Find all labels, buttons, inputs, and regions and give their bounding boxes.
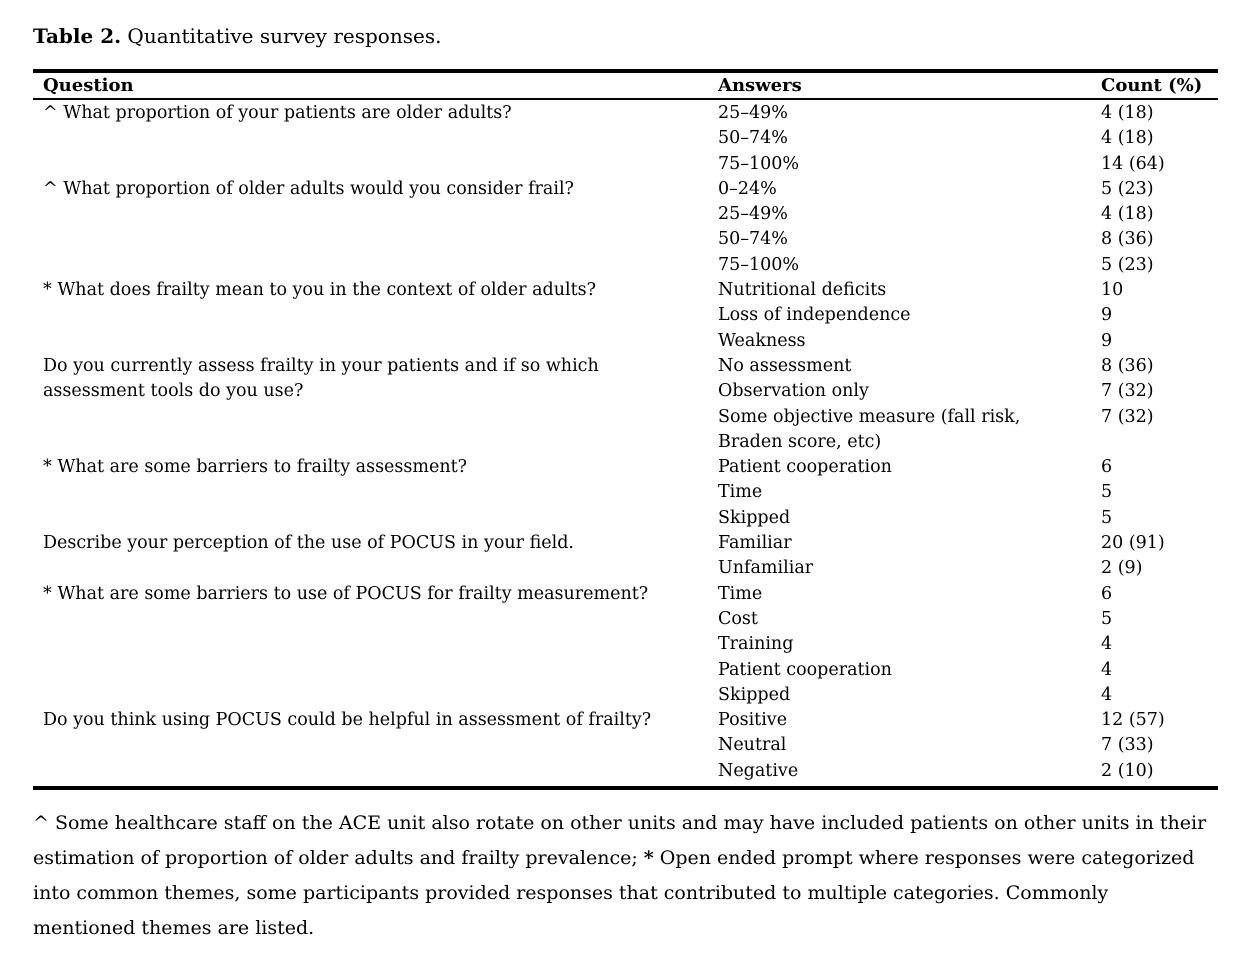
answer-row bbox=[718, 227, 1218, 252]
answer-row bbox=[718, 531, 1218, 556]
answer-row bbox=[718, 658, 1218, 683]
count-text: 9 bbox=[1101, 305, 1113, 326]
table-caption bbox=[33, 24, 1218, 49]
answer-text: Some objective measure (fall risk, Braden score, etc) bbox=[718, 406, 1021, 452]
answers-rows bbox=[718, 278, 1218, 354]
table-bottom-rule bbox=[33, 786, 1218, 790]
answer-text: Negative bbox=[718, 760, 799, 781]
count-text: 5 bbox=[1101, 608, 1113, 629]
answers-rows bbox=[718, 531, 1218, 582]
answer-text: Patient cooperation bbox=[718, 457, 892, 478]
answer-row bbox=[718, 379, 1218, 404]
count-text: 5 bbox=[1101, 507, 1113, 528]
answer-text: Weakness bbox=[718, 330, 806, 351]
column-header-count: Count (%) bbox=[1101, 75, 1203, 96]
answers-rows bbox=[718, 582, 1218, 708]
answer-row bbox=[718, 303, 1218, 328]
answer-text: 25–49% bbox=[718, 103, 788, 123]
count-text: 7 (32) bbox=[1101, 381, 1154, 402]
answer-row bbox=[718, 582, 1218, 607]
answer-text: 25–49% bbox=[718, 204, 788, 225]
count-text: 6 bbox=[1101, 457, 1113, 478]
answers-rows bbox=[718, 177, 1218, 278]
answer-row bbox=[718, 607, 1218, 632]
answers-rows bbox=[718, 354, 1218, 455]
count-text: 8 (36) bbox=[1101, 355, 1154, 376]
question-cell: * What does frailty mean to you in the context of older adults? bbox=[43, 280, 597, 301]
count-text: 7 (32) bbox=[1101, 406, 1154, 427]
table-caption-label: Table 2. bbox=[33, 24, 122, 48]
answer-text: Cost bbox=[718, 608, 758, 629]
count-text: 6 bbox=[1101, 583, 1113, 604]
answer-text: Training bbox=[718, 634, 794, 655]
column-header-question: Question bbox=[43, 75, 134, 96]
count-text: 10 bbox=[1101, 280, 1124, 301]
count-text: 4 bbox=[1101, 634, 1113, 655]
answer-text: 75–100% bbox=[718, 254, 800, 275]
answer-row bbox=[718, 556, 1218, 581]
footnote-asterisk: * bbox=[643, 847, 654, 870]
answer-text: Unfamiliar bbox=[718, 558, 814, 579]
table-row-group bbox=[33, 455, 1218, 531]
table-row-group bbox=[33, 708, 1218, 784]
answer-text: Skipped bbox=[718, 507, 791, 528]
count-text: 4 (18) bbox=[1101, 204, 1154, 225]
answer-text: Observation only bbox=[718, 381, 869, 402]
answer-row bbox=[718, 480, 1218, 505]
answer-row bbox=[718, 455, 1218, 480]
answer-row bbox=[718, 632, 1218, 657]
table-container bbox=[33, 0, 1218, 946]
count-text: 2 (9) bbox=[1101, 558, 1143, 579]
answer-text: Time bbox=[718, 583, 763, 604]
answer-text: Time bbox=[718, 482, 763, 503]
answer-row bbox=[718, 506, 1218, 531]
answer-row bbox=[718, 177, 1218, 202]
table-row-group bbox=[33, 177, 1218, 278]
answer-row bbox=[718, 683, 1218, 708]
question-cell: * What are some barriers to use of POCUS for frailty measurement? bbox=[43, 583, 649, 604]
count-text: 4 bbox=[1101, 684, 1113, 705]
table-row-group bbox=[33, 354, 1218, 455]
answer-row bbox=[718, 708, 1218, 733]
answer-text: Neutral bbox=[718, 735, 787, 756]
count-text: 4 (18) bbox=[1101, 128, 1154, 149]
answer-text: 75–100% bbox=[718, 153, 800, 174]
count-text: 12 (57) bbox=[1101, 710, 1165, 731]
count-text: 8 (36) bbox=[1101, 229, 1154, 250]
answer-row bbox=[718, 759, 1218, 784]
count-text: 20 (91) bbox=[1101, 533, 1165, 554]
answer-text: 50–74% bbox=[718, 229, 788, 250]
answers-rows bbox=[718, 708, 1218, 784]
answer-row bbox=[718, 152, 1218, 177]
count-text: 5 (23) bbox=[1101, 178, 1154, 199]
answer-text: No assessment bbox=[718, 355, 852, 376]
answer-row bbox=[718, 126, 1218, 151]
answer-text: Positive bbox=[718, 710, 788, 731]
survey-table bbox=[33, 69, 1218, 790]
count-text: 7 (33) bbox=[1101, 735, 1154, 756]
answer-row bbox=[718, 278, 1218, 303]
column-header-answers: Answers bbox=[718, 75, 802, 96]
count-text: 2 (10) bbox=[1101, 760, 1154, 781]
count-text: 4 (18) bbox=[1101, 103, 1154, 123]
answer-text: Loss of independence bbox=[718, 305, 911, 326]
answer-row bbox=[718, 202, 1218, 227]
answer-row bbox=[718, 101, 1218, 126]
answer-text: 50–74% bbox=[718, 128, 788, 149]
answer-row bbox=[718, 253, 1218, 278]
question-cell: ^ What proportion of your patients are older adults? bbox=[43, 103, 512, 123]
count-text: 9 bbox=[1101, 330, 1113, 351]
count-text: 14 (64) bbox=[1101, 153, 1165, 174]
question-cell: * What are some barriers to frailty assessment? bbox=[43, 457, 468, 478]
table-row-group bbox=[33, 101, 1218, 177]
question-cell: Do you currently assess frailty in your patients and if so which assessment tools do you use? bbox=[43, 355, 599, 402]
answer-row bbox=[718, 405, 1218, 456]
answer-row bbox=[718, 329, 1218, 354]
count-text: 4 bbox=[1101, 659, 1113, 680]
answer-text: Patient cooperation bbox=[718, 659, 892, 680]
answer-text: 0–24% bbox=[718, 178, 777, 199]
table-row-group bbox=[33, 278, 1218, 354]
answer-text: Nutritional deficits bbox=[718, 280, 887, 301]
question-cell: ^ What proportion of older adults would you consider frail? bbox=[43, 178, 574, 199]
footnote-text-2: Open ended prompt where responses were categorized into common themes, some participants provided responses that contributed to multiple categories. Commonly mentioned themes are listed. bbox=[33, 847, 1195, 940]
answer-text: Skipped bbox=[718, 684, 791, 705]
table-header-row bbox=[33, 73, 1218, 98]
answer-row bbox=[718, 733, 1218, 758]
question-cell: Do you think using POCUS could be helpful in assessment of frailty? bbox=[43, 710, 652, 731]
table-body bbox=[33, 100, 1218, 786]
footnote-text-1: ^ Some healthcare staff on the ACE unit also rotate on other units and may have included patients on other units in their estimation of proportion of older adults and frailty prevalence; bbox=[33, 812, 1207, 870]
table-caption-text: Quantitative survey responses. bbox=[121, 24, 442, 48]
answers-rows bbox=[718, 455, 1218, 531]
table-row-group bbox=[33, 531, 1218, 582]
table-row-group bbox=[33, 582, 1218, 708]
count-text: 5 bbox=[1101, 482, 1113, 503]
table-footnote bbox=[33, 806, 1208, 946]
answers-rows bbox=[718, 101, 1218, 177]
answer-text: Familiar bbox=[718, 533, 792, 554]
question-cell: Describe your perception of the use of POCUS in your field. bbox=[43, 533, 574, 554]
count-text: 5 (23) bbox=[1101, 254, 1154, 275]
answer-row bbox=[718, 354, 1218, 379]
